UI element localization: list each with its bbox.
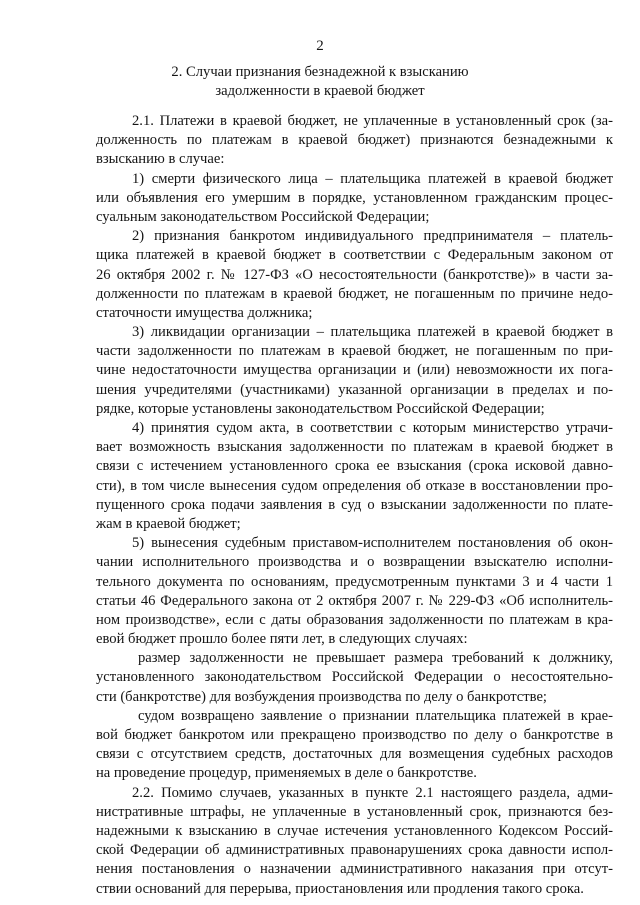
paragraph-line: долженность по платежам в краевой бюджет) признаются безнадежными к [96,132,613,149]
paragraph-line: 2.2. Помимо случаев, указанных в пункте 2.1 настоящего раздела, адми- [132,784,613,801]
paragraph-line: части задолженности по платежам в краевой бюджет, не погашенным по при- [96,343,613,360]
paragraph-line: евой бюджет прошло более пяти лет, в следующих случаях: [96,631,468,648]
paragraph-line: 2) признания банкротом индивидуального предпринимателя – платель- [132,228,613,245]
paragraph-line: нистративные штрафы, не уплаченные в установленный срок, признаются без- [96,803,613,820]
paragraph-line: надежными к взысканию в случае истечения установленного Кодексом Россий- [96,822,613,839]
paragraph-line: нения постановления о назначении административного наказания при отсут- [96,861,613,878]
paragraph-line: сти), в том числе вынесения судом определения об отказе в восстановлении про- [96,477,613,494]
page-number: 2 [316,38,324,54]
paragraph-line: 5) вынесения судебным приставом-исполнителем постановления об окон- [132,535,613,552]
paragraph-line: 3) ликвидации организации – плательщика платежей в краевой бюджет в [132,324,613,341]
paragraph-line: ской Федерации об административных правонарушениях срока давности испол- [96,842,613,859]
paragraph-line: или объявления его умершим в порядке, установленном гражданским процес- [96,189,613,206]
paragraph-line: пущенного срока подачи заявления в суд о взыскании задолженности по платe- [96,496,613,513]
paragraph-line: на проведение процедур, применяемых в деле о банкротстве. [96,765,477,782]
paragraph-line: сти (банкротстве) для возбуждения производства по делу о банкротстве; [96,688,547,705]
paragraph-line: жам в краевой бюджет; [96,515,241,532]
paragraph-line: взысканию в случае: [96,151,225,168]
paragraph-line: чании исполнительного производства и о возвращении взыскателю исполни- [96,554,613,571]
paragraph-line: чине недостаточности имущества организации и (или) невозможности их пога- [96,362,613,379]
paragraph-line: статьи 46 Федерального закона от 2 октября 2007 г. № 229-ФЗ «Об исполнитель- [96,592,613,609]
paragraph-line: ствии оснований для перерыва, приостановления или продления такого срока. [96,880,584,897]
section-title [100,63,540,101]
paragraph-line: установленного законодательством Российской Федерации о несостоятельно- [96,669,613,686]
paragraph-line: размер задолженности не превышает размера требований к должнику, [138,650,613,667]
paragraph-line: тельного документа по основаниям, предусмотренным пунктами 3 и 4 части 1 [96,573,613,590]
section-title-line: задолженности в краевой бюджет [215,83,425,100]
paragraph-line: 1) смерти физического лица – плательщика платежей в краевой бюджет [132,170,613,187]
paragraph-line: связи с отсутствием средств, достаточных для возмещения судебных расходов [96,746,613,763]
section-title-line: 2. Случаи признания безнадежной к взысканию [171,64,469,80]
paragraph-line: вой бюджет банкротом или прекращено производство по делу о банкротстве в [96,727,613,743]
paragraph-line: 2.1. Платежи в краевой бюджет, не уплаченные в установленный срок (за- [132,113,613,129]
paragraph-line: связи с истечением установленного срока ее взыскания (срока исковой давно- [96,458,613,475]
paragraph-line: 4) принятия судом акта, в соответствии с которым министерство утрачи- [132,420,613,436]
paragraph-line: рядке, которые установлены законодательством Российской Федерации; [96,400,545,417]
paragraph-line: долженности по платежам в краевой бюджет, не погашенным по причине недо- [96,285,613,302]
paragraph-line: вает возможность взыскания задолженности по платежам в краевой бюджет в [96,439,613,456]
paragraph-line: судом возвращено заявление о признании плательщика платежей в крае- [138,707,613,724]
paragraph-line: шения учредителями (участниками) указанной организации в пределах и по- [96,381,613,398]
body-text [96,112,613,899]
paragraph-line: ном производстве», если с даты образования задолженности по платежам в кра- [96,611,613,628]
paragraph-line: 26 октября 2002 г. № 127-ФЗ «О несостоятельности (банкротстве)» в части за- [96,266,613,283]
paragraph-line: статочности имущества должника; [96,304,313,321]
paragraph-line: суальным законодательством Российской Федерации; [96,208,430,225]
paragraph-line: щика платежей в краевой бюджет в соответствии с Федеральным законом от [96,247,613,264]
